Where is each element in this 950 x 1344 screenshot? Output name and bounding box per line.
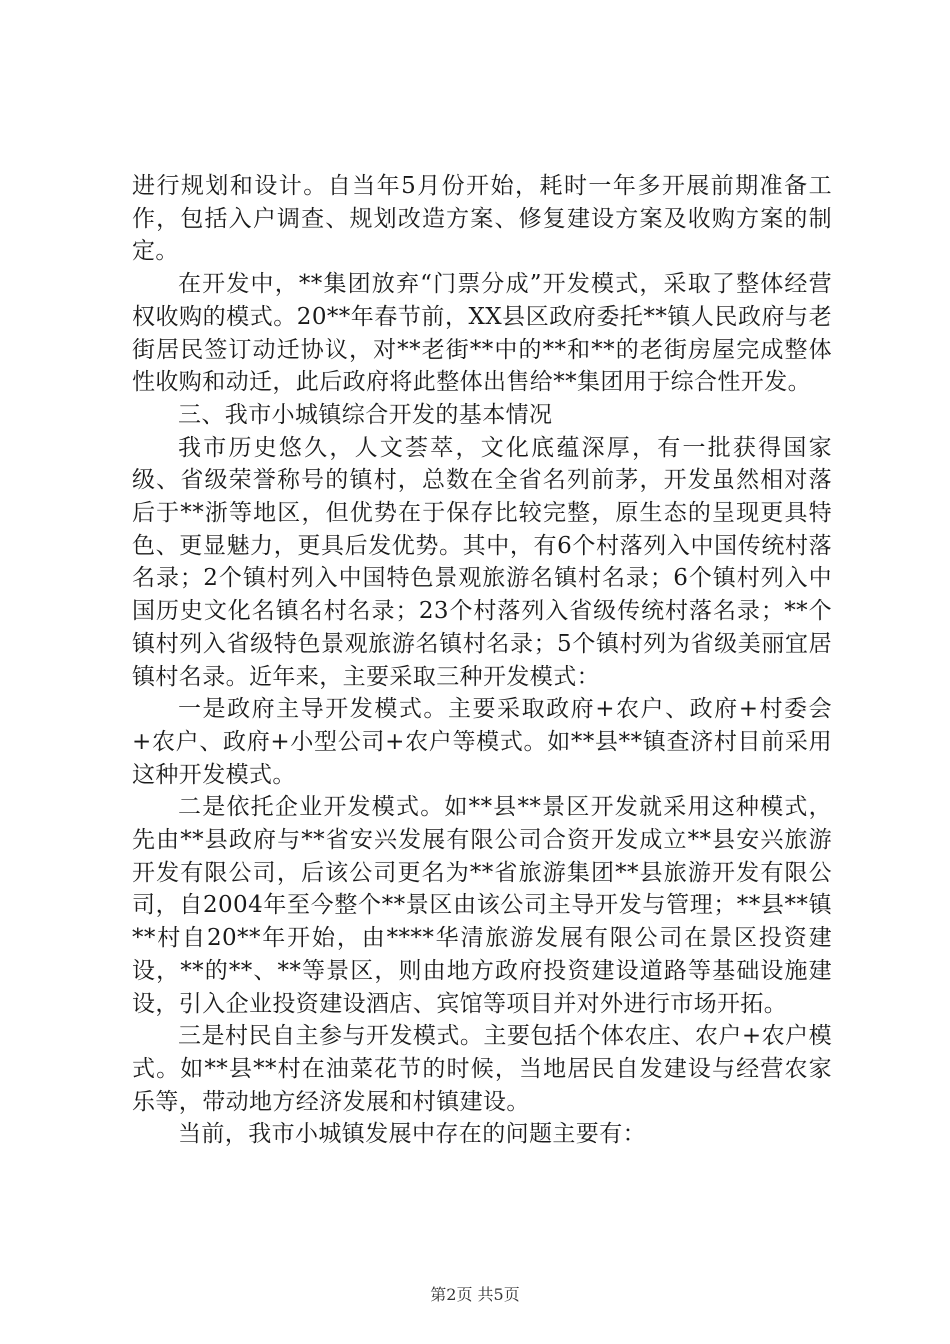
paragraph-villager-model: 三是村民自主参与开发模式。主要包括个体农庄、农户+农户模式。如**县**村在油菜花节的时候，当地居民自发建设与经营农家乐等，带动地方经济发展和村镇建设。	[132, 1023, 832, 1115]
paragraph-enterprise-model: 二是依托企业开发模式。如**县**景区开发就采用这种模式，先由**县政府与**省安兴发展有限公司合资开发成立**县安兴旅游开发有限公司，后该公司更名为**省旅游集团**县旅游开发有限公司，自2004年至今整个**景区由该公司主导开发与管理；**县**镇**村自20**年开始，由****华清旅游发展有限公司在景区投资建设，**的**、**等景区，则由地方政府投资建设道路等基础设施建设，引入企业投资建设酒店、宾馆等项目并对外进行市场开拓。	[132, 794, 832, 1017]
paragraph-planning-continued: 进行规划和设计。自当年5月份开始，耗时一年多开展前期准备工作，包括入户调查、规划改造方案、修复建设方案及收购方案的制定。	[132, 173, 832, 265]
paragraph-current-problems: 当前，我市小城镇发展中存在的问题主要有：	[178, 1121, 646, 1148]
page-footer: 第2页 共5页	[430, 1285, 520, 1304]
paragraph-group-acquisition: 在开发中，**集团放弃“门票分成”开发模式，采取了整体经营权收购的模式。20**年春节前，XX县区政府委托**镇人民政府与老街居民签订动迁协议，对**老街**中的**和**的老街房屋完成整体性收购和动迁，此后政府将此整体出售给**集团用于综合性开发。	[132, 271, 832, 396]
document-body	[132, 170, 832, 1151]
paragraph-government-led-model: 一是政府主导开发模式。主要采取政府+农户、政府+村委会+农户、政府+小型公司+农户等模式。如**县**镇查济村目前采用这种开发模式。	[132, 696, 832, 788]
paragraph-city-history: 我市历史悠久，人文荟萃，文化底蕴深厚，有一批获得国家级、省级荣誉称号的镇村，总数在全省名列前茅，开发虽然相对落后于**浙等地区，但优势在于保存比较完整，原生态的呈现更具特色、更显魅力，更具后发优势。其中，有6个村落列入中国传统村落名录；2个镇村列入中国特色景观旅游名镇村名录；6个镇村列入中国历史文化名镇名村名录；23个村落列入省级传统村落名录；**个镇村列入省级特色景观旅游名镇村名录；5个镇村列为省级美丽宜居镇村名录。近年来，主要采取三种开发模式：	[132, 434, 832, 690]
section-heading-basic-situation: 三、我市小城镇综合开发的基本情况	[178, 401, 553, 428]
